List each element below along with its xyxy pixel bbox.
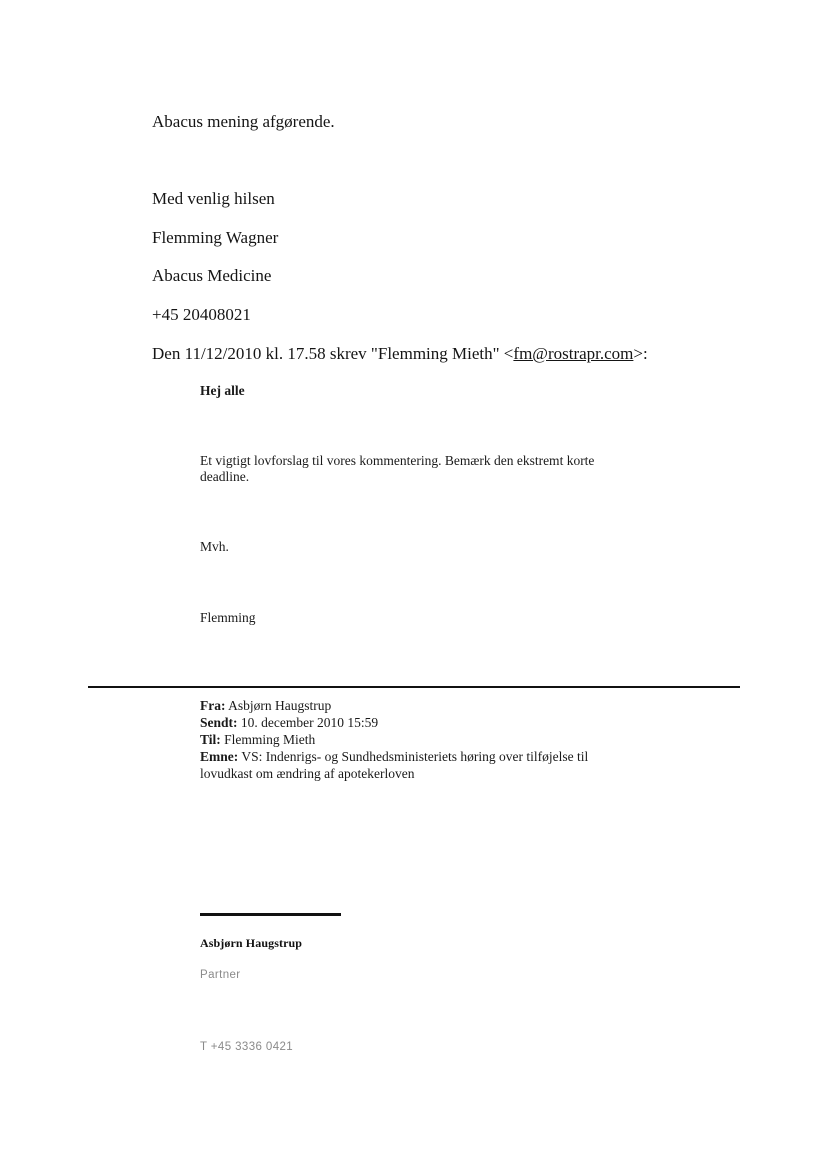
- quoted-greeting: Hej alle: [200, 383, 245, 398]
- forward-sent-row: [200, 715, 378, 731]
- subject-label: Emne:: [200, 749, 239, 764]
- subject-value-line-1: VS: Indenrigs- og Sundhedsministeriets høring over tilføjelse til: [241, 749, 589, 764]
- quoted-signature: Flemming: [200, 610, 256, 625]
- reply-sender-name: Flemming Wagner: [152, 228, 279, 247]
- forward-to-row: [200, 732, 315, 748]
- sent-label: Sendt:: [200, 715, 238, 730]
- from-value: Asbjørn Haugstrup: [228, 698, 332, 713]
- from-label: Fra:: [200, 698, 226, 713]
- forward-from-row: [200, 698, 331, 714]
- forward-separator-line: [88, 686, 740, 688]
- quoted-body-line-2: deadline.: [200, 469, 250, 484]
- to-label: Til:: [200, 732, 221, 747]
- forward-signature-name: Asbjørn Haugstrup: [200, 936, 303, 950]
- reply-line-1: Abacus mening afgørende.: [152, 112, 335, 131]
- reply-closing: Med venlig hilsen: [152, 189, 275, 208]
- reply-company: Abacus Medicine: [152, 266, 272, 285]
- quote-intro-line: [152, 344, 648, 364]
- to-value: Flemming Mieth: [224, 732, 316, 747]
- quoted-email-link[interactable]: fm@rostrapr.com: [513, 344, 634, 363]
- forward-signature-phone: T +45 3336 0421: [200, 1041, 294, 1053]
- quote-intro-suffix: >:: [633, 344, 648, 363]
- subject-value-line-2: lovudkast om ændring af apotekerloven: [200, 766, 415, 781]
- quoted-signoff: Mvh.: [200, 539, 229, 554]
- reply-phone: +45 20408021: [152, 305, 251, 324]
- quote-intro-text: Den 11/12/2010 kl. 17.58 skrev "Flemming Mieth" <: [152, 344, 514, 363]
- forward-signature-title: Partner: [200, 969, 241, 981]
- signature-rule: [200, 913, 341, 916]
- quoted-body-line-1: Et vigtigt lovforslag til vores kommentering. Bemærk den ekstremt korte: [200, 453, 595, 468]
- forward-subject-row: [200, 749, 588, 765]
- sent-value: 10. december 2010 15:59: [240, 715, 379, 730]
